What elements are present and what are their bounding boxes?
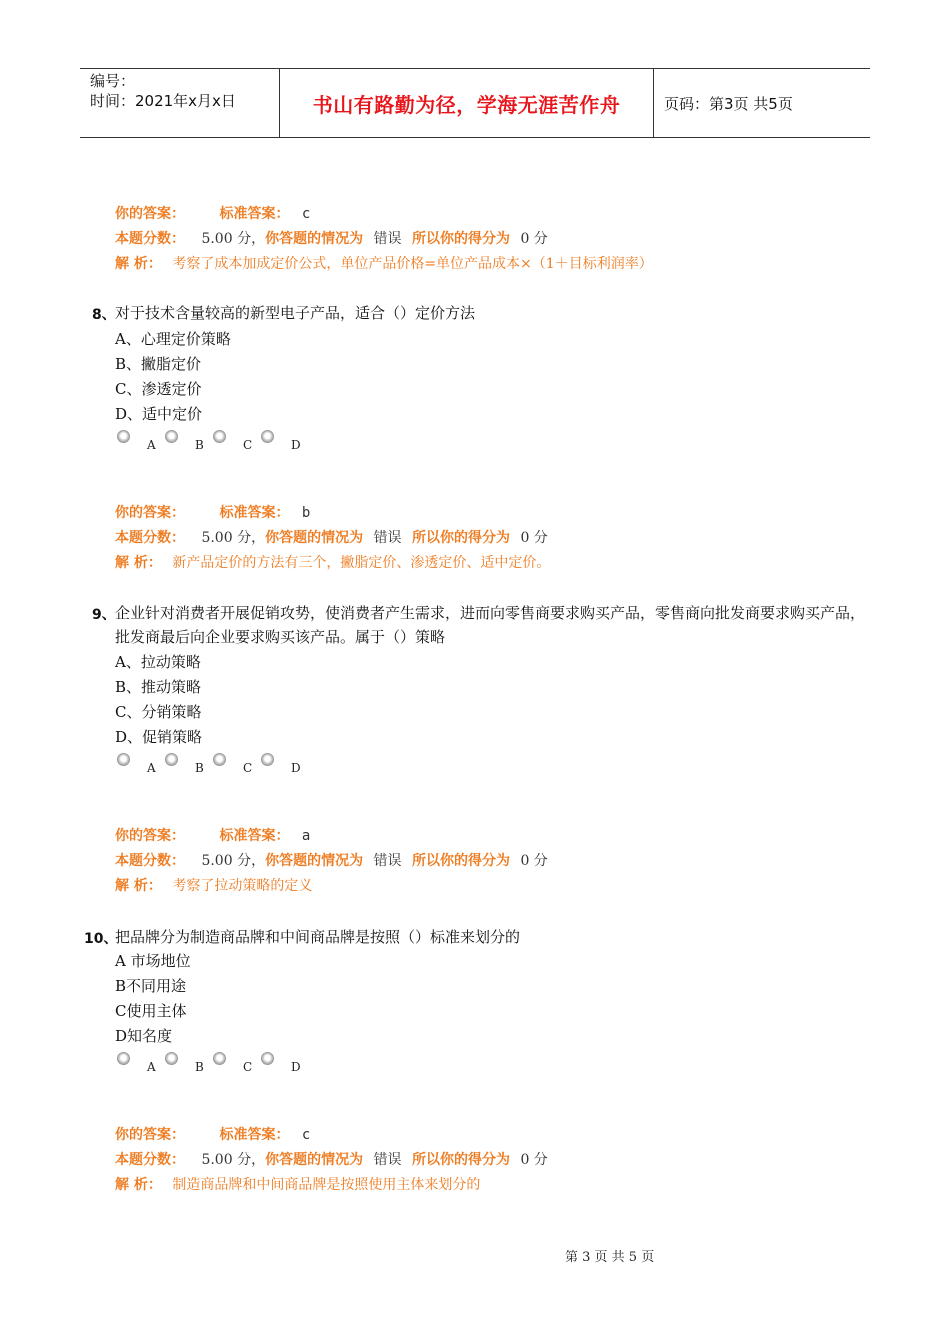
radio-b[interactable] <box>165 1052 178 1065</box>
your-score-label: 所以你的得分为 <box>411 853 510 869</box>
result-value: 错误 <box>373 530 402 546</box>
option-a: A 市场地位 <box>115 952 191 970</box>
question-text: 对于技术含量较高的新型电子产品，适合（）定价方法 <box>115 304 476 322</box>
radio-label-c: C <box>243 761 253 775</box>
option-a: A、心理定价策略 <box>115 330 231 348</box>
question-number: 8、 <box>92 307 116 323</box>
header-meta <box>80 69 280 137</box>
standard-answer-label: 标准答案： <box>219 206 290 222</box>
radio-a[interactable] <box>117 1052 130 1065</box>
radio-a[interactable] <box>117 430 130 443</box>
analysis-label: 解 析： <box>115 1177 162 1193</box>
your-score-value: 0 分 <box>520 231 548 247</box>
result-value: 错误 <box>373 1152 402 1168</box>
header-page-info: 页码：第3页 共5页 <box>664 94 793 113</box>
analysis-label: 解 析： <box>115 256 162 272</box>
radio-label-b: B <box>195 438 204 452</box>
standard-answer-label: 标准答案： <box>219 1127 290 1143</box>
result-value: 错误 <box>373 853 402 869</box>
score-label: 本题分数： <box>115 1152 185 1168</box>
question-text: 把品牌分为制造商品牌和中间商品牌是按照（）标准来划分的 <box>115 928 521 946</box>
your-answer-label: 你的答案： <box>115 505 185 521</box>
footer-page-number: 第 3 页 共 5 页 <box>565 1250 655 1265</box>
question-text: 企业针对消费者开展促销攻势，使消费者产生需求，进而向零售商要求购买产品，零售商向批发商要求购买产品，批发商最后向企业要求购买该产品。属于（）策略 <box>115 604 866 646</box>
analysis-text: 考察了拉动策略的定义 <box>172 878 313 894</box>
situation-label: 你答题的情况为 <box>265 530 364 546</box>
option-d: D、适中定价 <box>115 405 203 423</box>
standard-answer-label: 标准答案： <box>219 828 290 844</box>
option-b: B不同用途 <box>115 977 187 995</box>
radio-label-d: D <box>291 761 301 775</box>
analysis-line <box>115 254 653 274</box>
your-answer-label: 你的答案： <box>115 828 185 844</box>
analysis-line <box>115 1175 480 1195</box>
option-c: C、渗透定价 <box>115 380 202 398</box>
score-line <box>115 851 548 871</box>
radio-d[interactable] <box>261 753 274 766</box>
your-score-value: 0 分 <box>520 530 548 546</box>
analysis-text: 考察了成本加成定价公式，单位产品价格=单位产品成本×（1＋目标利润率） <box>172 256 653 272</box>
score-value: 5.00 分， <box>201 231 266 247</box>
radio-b[interactable] <box>165 430 178 443</box>
question-number: 9、 <box>92 607 116 623</box>
answer-line <box>115 1125 310 1145</box>
standard-answer-label: 标准答案： <box>219 505 290 521</box>
score-value: 5.00 分， <box>201 1152 266 1168</box>
option-c: C使用主体 <box>115 1002 187 1020</box>
standard-answer-value: c <box>301 206 311 222</box>
answer-line <box>115 826 310 846</box>
score-label: 本题分数： <box>115 231 185 247</box>
analysis-text: 制造商品牌和中间商品牌是按照使用主体来划分的 <box>172 1177 481 1193</box>
analysis-label: 解 析： <box>115 555 162 571</box>
score-label: 本题分数： <box>115 530 185 546</box>
radio-label-a: A <box>147 1060 156 1074</box>
radio-c[interactable] <box>213 430 226 443</box>
score-line <box>115 229 548 249</box>
option-c: C、分销策略 <box>115 703 202 721</box>
radio-label-b: B <box>195 761 204 775</box>
situation-label: 你答题的情况为 <box>265 853 364 869</box>
radio-label-a: A <box>147 438 156 452</box>
analysis-line <box>115 553 550 573</box>
radio-label-c: C <box>243 1060 253 1074</box>
standard-answer-value: a <box>301 828 311 844</box>
score-value: 5.00 分， <box>201 530 266 546</box>
radio-label-c: C <box>243 438 253 452</box>
your-score-value: 0 分 <box>520 1152 548 1168</box>
your-score-label: 所以你的得分为 <box>411 231 510 247</box>
standard-answer-value: c <box>301 1127 311 1143</box>
radio-label-b: B <box>195 1060 204 1074</box>
your-score-value: 0 分 <box>520 853 548 869</box>
score-value: 5.00 分， <box>201 853 266 869</box>
score-line <box>115 528 548 548</box>
situation-label: 你答题的情况为 <box>265 1152 364 1168</box>
option-d: D、促销策略 <box>115 728 203 746</box>
header-time-label: 时间：2021年x月x日 <box>90 92 236 110</box>
radio-c[interactable] <box>213 1052 226 1065</box>
header-motto: 书山有路勤为径，学海无涯苦作舟 <box>280 69 654 137</box>
radio-a[interactable] <box>117 753 130 766</box>
situation-label: 你答题的情况为 <box>265 231 364 247</box>
header-number-label: 编号： <box>90 72 136 90</box>
answer-line <box>115 503 310 523</box>
your-score-label: 所以你的得分为 <box>411 530 510 546</box>
radio-label-d: D <box>291 1060 301 1074</box>
analysis-line <box>115 876 312 896</box>
your-score-label: 所以你的得分为 <box>411 1152 510 1168</box>
option-a: A、拉动策略 <box>115 653 201 671</box>
radio-label-d: D <box>291 438 301 452</box>
your-answer-label: 你的答案： <box>115 1127 185 1143</box>
option-b: B、推动策略 <box>115 678 202 696</box>
answer-radio-group <box>115 1052 315 1076</box>
page-header <box>80 68 870 138</box>
answer-radio-group <box>115 430 315 454</box>
option-d: D知名度 <box>115 1027 173 1045</box>
radio-d[interactable] <box>261 430 274 443</box>
radio-d[interactable] <box>261 1052 274 1065</box>
option-b: B、撇脂定价 <box>115 355 202 373</box>
analysis-label: 解 析： <box>115 878 162 894</box>
score-label: 本题分数： <box>115 853 185 869</box>
score-line <box>115 1150 548 1170</box>
radio-c[interactable] <box>213 753 226 766</box>
answer-radio-group <box>115 753 315 777</box>
your-answer-label: 你的答案： <box>115 206 185 222</box>
standard-answer-value: b <box>301 505 311 521</box>
question-number: 10、 <box>84 931 118 947</box>
result-value: 错误 <box>373 231 402 247</box>
analysis-text: 新产品定价的方法有三个，撇脂定价、渗透定价、适中定价。 <box>172 555 551 571</box>
answer-line <box>115 204 310 224</box>
radio-label-a: A <box>147 761 156 775</box>
radio-b[interactable] <box>165 753 178 766</box>
